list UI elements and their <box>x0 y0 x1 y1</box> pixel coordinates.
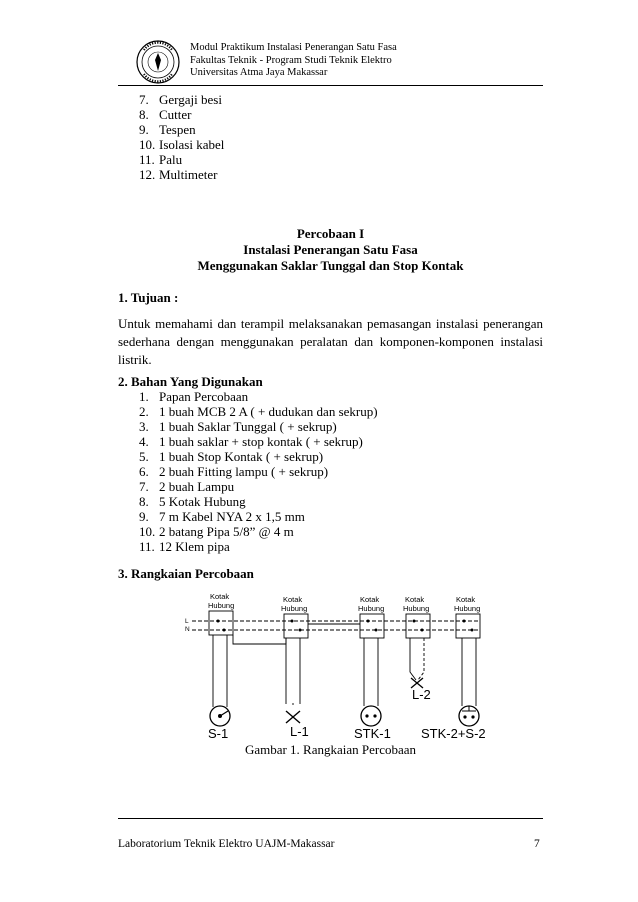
junction-box-label-4a: Kotak <box>405 595 425 604</box>
section-heading-tujuan: 1. Tujuan : <box>118 290 179 305</box>
label-l1: L-1 <box>290 724 309 739</box>
junction-box <box>284 614 308 638</box>
header-line-2: Fakultas Teknik - Program Studi Teknik Elektro <box>190 54 392 66</box>
junction-box-label-3b: Hubung <box>358 604 385 613</box>
list-item: 8. 5 Kotak Hubung <box>139 494 246 509</box>
university-seal-logo <box>136 40 180 84</box>
junction-box-label-5a: Kotak <box>456 595 476 604</box>
junction-box <box>360 614 384 638</box>
label-l2: L-2 <box>412 687 431 702</box>
label-stk1: STK-1 <box>354 726 391 740</box>
header-rule <box>118 85 543 86</box>
list-item: 1. Papan Percobaan <box>139 389 249 404</box>
list-item: 11. 12 Klem pipa <box>139 539 230 554</box>
list-item: 9. Tespen <box>139 122 196 137</box>
page-number: 7 <box>534 838 540 850</box>
list-item: 10. Isolasi kabel <box>139 137 225 152</box>
list-item: 11. Palu <box>139 152 183 167</box>
experiment-subtitle: Instalasi Penerangan Satu Fasa <box>243 242 418 257</box>
section-body-tujuan: Untuk memahami dan terampil melaksanakan pemasangan instalasi penerangan sederhana dengan menggunakan peralatan dan komponen-komponen instalasi listrik. <box>118 316 543 367</box>
label-s1: S-1 <box>208 726 229 740</box>
socket-symbol <box>361 706 381 726</box>
footer-text: Laboratorium Teknik Elektro UAJM-Makassar <box>118 838 335 850</box>
experiment-title: Percobaan I <box>296 226 365 241</box>
list-item: 2. 1 buah MCB 2 A ( + dudukan dan sekrup) <box>139 404 378 419</box>
list-item: 4. 1 buah saklar + stop kontak ( + sekrup) <box>139 434 363 449</box>
line-label-neutral: N <box>185 626 190 633</box>
list-item: 8. Cutter <box>139 107 192 122</box>
header-institution <box>190 42 397 80</box>
line-label-phase: L <box>185 618 189 625</box>
junction-box <box>406 614 430 638</box>
tool-list <box>139 92 224 182</box>
junction-box-label-4b: Hubung <box>403 604 430 613</box>
list-item: 7. Gergaji besi <box>139 92 222 107</box>
list-item: 6. 2 buah Fitting lampu ( + sekrup) <box>139 464 329 479</box>
section-heading-rangkaian: 3. Rangkaian Percobaan <box>118 566 254 581</box>
junction-box-label-2b: Hubung <box>281 604 308 613</box>
junction-box <box>209 611 233 635</box>
list-item: 3. 1 buah Saklar Tunggal ( + sekrup) <box>139 419 337 434</box>
label-stk2-s2: STK-2+S-2 <box>421 726 486 740</box>
footer-rule <box>118 818 543 819</box>
junction-box-label-2a: Kotak <box>283 595 303 604</box>
materials-list <box>139 389 378 554</box>
wiring-diagram <box>182 590 492 740</box>
list-item: 5. 1 buah Stop Kontak ( + sekrup) <box>139 449 324 464</box>
list-item: 10. 2 batang Pipa 5/8” @ 4 m <box>139 524 294 539</box>
lamp-symbol <box>286 711 300 723</box>
junction-box-label-1b: Hubung <box>208 601 235 610</box>
list-item: 7. 2 buah Lampu <box>139 479 235 494</box>
figure-caption: Gambar 1. Rangkaian Percobaan <box>244 742 417 757</box>
list-item: 12. Multimeter <box>139 167 218 182</box>
header-line-1: Modul Praktikum Instalasi Penerangan Satu Fasa <box>190 42 397 53</box>
junction-box-label-3a: Kotak <box>360 595 380 604</box>
junction-box-label-1a: Kotak <box>210 592 230 601</box>
section-heading-bahan: 2. Bahan Yang Digunakan <box>118 374 263 389</box>
list-item: 9. 7 m Kabel NYA 2 x 1,5 mm <box>139 509 305 524</box>
junction-box-label-5b: Hubung <box>454 604 481 613</box>
junction-box <box>456 614 480 638</box>
header-line-3: Universitas Atma Jaya Makassar <box>190 67 328 78</box>
experiment-subtitle-2: Menggunakan Saklar Tunggal dan Stop Kontak <box>197 258 464 273</box>
